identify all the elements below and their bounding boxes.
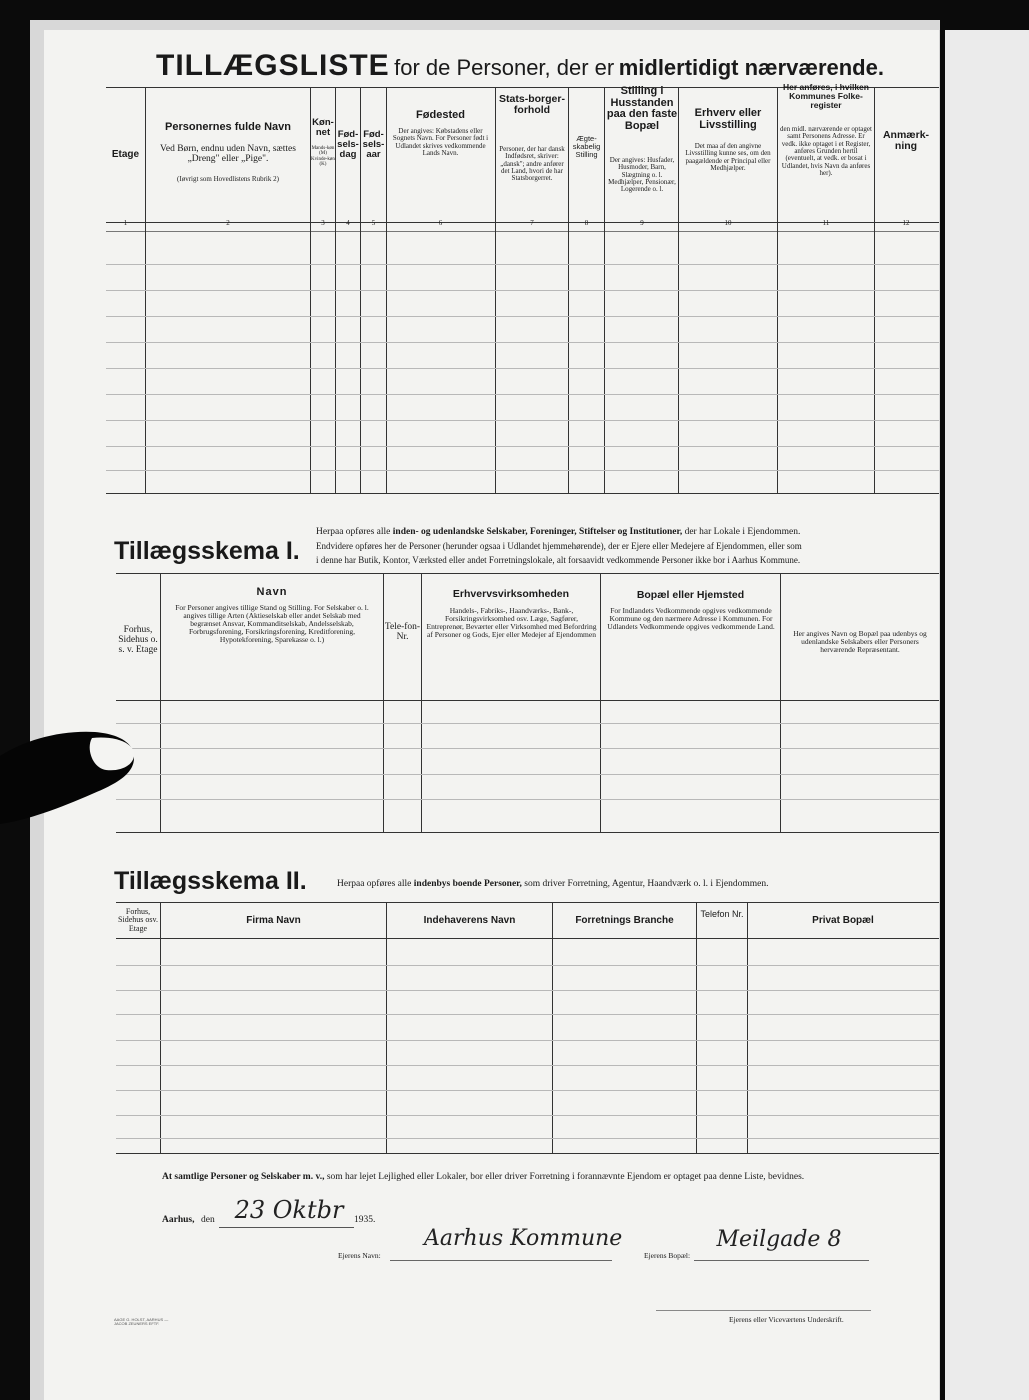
col-foedested-sub: Der angives: Købstadens eller Sognets Navn. For Personer født i Udlandet skrives vedkommende Lands Navn. <box>392 127 489 158</box>
certification-text <box>162 1173 937 1183</box>
s2-col-indehaver-head: Indehaverens Navn <box>423 915 516 926</box>
s2-col-telefon-head: Telefon Nr. <box>700 909 744 919</box>
col-stilling-head: Stilling i Husstanden paa den faste Bopæl <box>606 85 678 132</box>
skema1-intro-c: der har Lokale i Ejendommen. <box>684 527 801 537</box>
title-bold: midlertidigt nærværende. <box>618 55 884 80</box>
col-stilling-sub: Der angives: Husfader, Husmoder, Barn, Slægtning o. l. Medhjælper, Pensionær, Logerende o. l. <box>608 156 676 194</box>
certification-section <box>44 1170 939 1400</box>
col-etage-head: Etage <box>111 149 140 160</box>
col-aegteskab-head: Ægte-skabelig Stilling <box>572 134 601 159</box>
col-navn-note: (Iøvrigt som Hovedlistens Rubrik 2) <box>177 175 279 183</box>
col-statsborger-sub: Personer, der har dansk Indfødsret, skriver: „dansk"; andre anfører det Land, hvori de har Statsborgerret. <box>499 145 565 183</box>
col-folkeregister-head: Her anføres, i hvilken Kommunes Folke-register <box>783 82 869 110</box>
skema1-intro-1 <box>316 528 936 538</box>
s1-col-bopael-head: Bopæl eller Hjemsted <box>636 589 745 601</box>
col-6-num: 6 <box>438 219 443 227</box>
col-erhverv-sub: Det maa af den angivne Livsstilling kunne ses, om den paagældende er Principal eller Medhjælper. <box>685 142 771 173</box>
city-label: Aarhus, <box>162 1215 195 1225</box>
skema2-intro-b: indenbys boende Personer, <box>413 879 522 889</box>
thumb-image <box>0 718 140 828</box>
s1-col-bopael-sub: For Indlandets Vedkommende opgives vedkommende Kommune og den nærmere Adresse i Kommunen. For Udlandets Vedkommende opgives vedkommende Land. <box>607 606 775 631</box>
s2-col-privat-head: Privat Bopæl <box>812 915 874 926</box>
col-10-num: 10 <box>724 219 732 227</box>
facing-page <box>945 30 1029 1400</box>
skema1-intro-a: Herpaa opføres alle <box>316 527 391 537</box>
skema2-intro <box>337 880 937 890</box>
col-4-num: 4 <box>346 219 350 227</box>
s1-col-erhverv-head: Erhvervsvirksomheden <box>452 588 570 600</box>
col-erhverv-head: Erhverv eller Livsstilling <box>694 107 762 131</box>
col-5-num: 5 <box>371 219 376 227</box>
skema2-intro-a: Herpaa opføres alle <box>337 879 412 889</box>
s1-col-erhverv-sub: Handels-, Fabriks-, Haandværks-, Bank-, Forsikringsvirksomhed osv. Læge, Sagfører, Entreprenør, Beværter eller Virksomhed med Befordring af Personer og Gods, Ejer eller Medejer af Ejendommen <box>426 606 597 639</box>
tillaegsliste-section <box>44 30 939 500</box>
s1-col-telefon-head: Tele-fon-Nr. <box>384 622 421 642</box>
col-12-num: 12 <box>902 219 910 227</box>
title-big: TILLÆGSLISTE <box>156 49 390 82</box>
col-11-num: 11 <box>822 219 830 227</box>
title-rest: for de Personer, der er <box>394 55 615 80</box>
skema2-intro-c: som driver Forretning, Agentur, Haandværk o. l. i Ejendommen. <box>524 879 769 889</box>
col-2-num: 2 <box>226 219 230 227</box>
col-anmaerkning-head: Anmærk-ning <box>882 129 930 153</box>
printer-mark: AAGE G. HOLST, AARHUS — JACOB ZEUNERS EFTF. <box>114 1317 169 1327</box>
s1-col-navn-head: Navn <box>256 586 288 598</box>
skema2-section <box>44 860 939 1165</box>
s1-col-repr-sub: Her angives Navn og Bopæl paa udenbys og udenlandske Selskabers eller Personers herværende Repræsentant. <box>793 629 927 654</box>
col-navn-sub: Ved Børn, endnu uden Navn, sættes „Dreng" eller „Pige". <box>160 144 296 164</box>
s1-col-etage-head: Forhus, Sidehus o. s. v. Etage <box>118 625 158 655</box>
den-label: den <box>201 1215 215 1225</box>
col-7-num: 7 <box>530 219 534 227</box>
owner-name-label: Ejerens Navn: <box>338 1251 381 1260</box>
skema2-title: Tillægsskema II. <box>114 867 307 895</box>
col-foedested-head: Fødested <box>416 109 465 121</box>
certification-text-bold: At samtlige Personer og Selskaber m. v., <box>162 1172 325 1182</box>
col-navn-head: Personernes fulde Navn <box>165 121 291 133</box>
col-3-num: 3 <box>321 219 325 227</box>
col-foedselsaar-head: Fød-sels-aar <box>362 129 385 160</box>
signature-label: Ejerens eller Viceværtens Underskrift. <box>729 1315 844 1324</box>
skema1-section <box>44 520 939 850</box>
date-handwritten: 23 Oktbr <box>234 1196 344 1224</box>
skema1-title: Tillægsskema I. <box>114 537 300 565</box>
owner-address-label: Ejerens Bopæl: <box>644 1251 691 1260</box>
certification-text-rest: som har lejet Lejlighed eller Lokaler, bor eller driver Forretning i forannævnte Ejendom er optaget paa denne Liste, bevidnes. <box>326 1172 805 1182</box>
year-label: 1935. <box>354 1215 376 1225</box>
skema1-intro-b: inden- og udenlandske Selskaber, Foreninger, Stiftelser og Institutioner, <box>392 527 683 537</box>
form-page <box>44 30 939 1400</box>
owner-name-handwritten: Aarhus Kommune <box>424 1226 623 1251</box>
s2-col-firma-head: Firma Navn <box>246 915 301 926</box>
col-koen-head: Køn-net <box>312 117 334 138</box>
owner-address-handwritten: Meilgade 8 <box>716 1227 842 1252</box>
s2-col-etage-head: Forhus, Sidehus osv. Etage <box>118 907 158 933</box>
col-statsborger-head: Stats-borger-forhold <box>499 93 565 117</box>
s1-col-navn-sub: For Personer angives tillige Stand og Stilling. For Selskaber o. l. angives tillige Arten (Aktieselskab eller andet Selskab med begrænset Ansvar, Kommanditselskab, Andelsselskab, Forbrugsforening, Forsikringsforening, Kreditforening, Hypotekforening, Sparekasse o. l.) <box>175 603 369 644</box>
s2-col-branche-head: Forretnings Branche <box>575 915 674 926</box>
skema1-intro-3: i denne har Butik, Kontor, Værksted eller andet Forretningslokale, alt forsaavidt vedkommende Personer ikke bor i Aarhus Kommune. <box>316 556 801 565</box>
col-8-num: 8 <box>584 219 589 227</box>
page-title <box>156 50 884 82</box>
col-9-num: 9 <box>640 219 644 227</box>
col-foedselsdag-head: Fød-sels-dag <box>337 129 359 160</box>
skema1-intro-2: Endvidere opføres her de Personer (herunder ogsaa i Udlandet hjemmehørende), der er Ejere eller Medejere af Ejendommen, eller som <box>316 542 802 551</box>
col-koen-sub: Mands-køn (M) Kvinde-køn (K) <box>311 146 335 167</box>
col-folkeregister-sub: den midl. nærværende er optaget samt Personens Adresse. Er vedk. ikke optaget i et Register, anføres Grunden hertil (eventuelt, at vedk. er bosat i Udlandet, hvis Navn da anføres her). <box>780 125 872 178</box>
col-1-num: 1 <box>123 219 128 227</box>
